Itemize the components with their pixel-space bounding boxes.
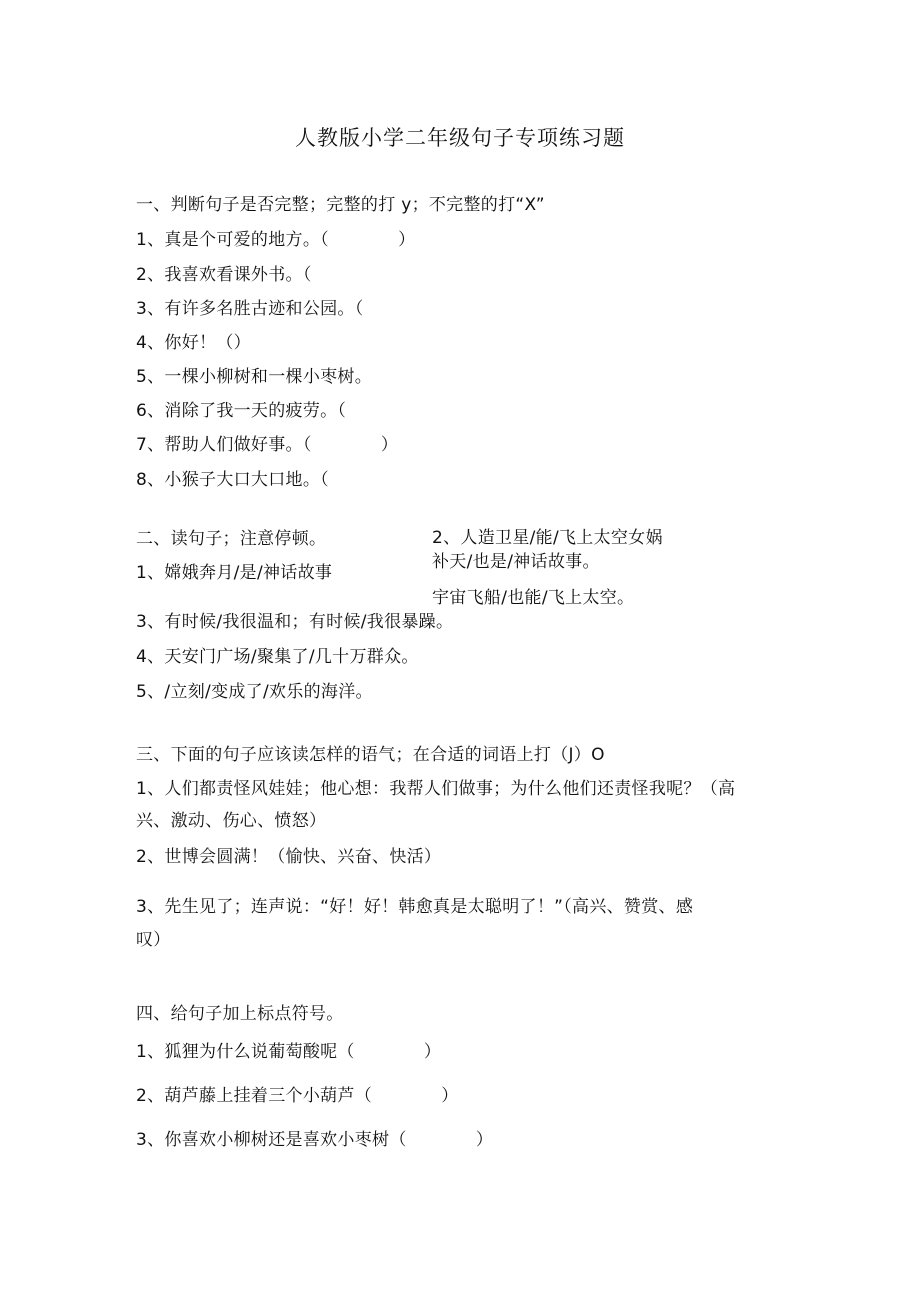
section4-item-1: 1、狐狸为什么说葡萄酸呢（ ）	[136, 1042, 442, 1062]
section3-item-2: 2、世博会圆满！（愉快、兴奋、快活）	[136, 847, 442, 867]
section2-item-1: 1、嫦娥奔月/是/神话故事	[136, 563, 333, 583]
section3-item-3-line1: 3、先生见了；连声说：“好！好！韩愈真是太聪明了！”（高兴、赞赏、感	[136, 897, 694, 917]
section1-item-5: 5、一棵小柳树和一棵小枣树。	[136, 367, 373, 387]
section1-item-6: 6、消除了我一天的疲劳。（	[136, 401, 347, 421]
section1-item-2: 2、我喜欢看课外书。（	[136, 265, 312, 285]
section2-item-5: 5、/立刻/变成了/欢乐的海洋。	[136, 682, 373, 702]
section1-item-7: 7、帮助人们做好事。（ ）	[136, 435, 399, 455]
section3-heading: 三、下面的句子应该读怎样的语气；在合适的词语上打（J）O	[136, 745, 605, 765]
section2-item-2-line2: 补天/也是/神话故事。	[432, 552, 600, 572]
section2-item-2-line1: 2、人造卫星/能/飞上太空女娲	[432, 528, 663, 548]
section4-item-3: 3、你喜欢小柳树还是喜欢小枣树（ ）	[136, 1130, 494, 1150]
section2-item-4: 4、天安门广场/聚集了/几十万群众。	[136, 647, 419, 667]
section3-item-1-line2: 兴、激动、伤心、愤怒）	[136, 811, 327, 831]
section4-item-2: 2、葫芦藤上挂着三个小葫芦（ ）	[136, 1086, 459, 1106]
section1-heading: 一、判断句子是否完整；完整的打 y；不完整的打“X”	[136, 195, 545, 215]
section2-heading: 二、读句子；注意停顿。	[136, 529, 327, 549]
section1-item-1: 1、真是个可爱的地方。（ ）	[136, 230, 416, 250]
section2-item-3: 3、有时候/我很温和；有时候/我很暴躁。	[136, 612, 454, 632]
section1-item-4: 4、你好！（）	[136, 333, 251, 353]
section3-item-3-line2: 叹）	[136, 930, 171, 950]
section1-item-8: 8、小猴子大口大口地。（	[136, 470, 329, 490]
section3-item-1-line1: 1、人们都责怪风娃娃；他心想：我帮人们做事；为什么他们还责怪我呢？（高	[136, 779, 736, 799]
section2-item-2-line3: 宇宙飞船/也能/飞上太空。	[432, 588, 635, 608]
section1-item-3: 3、有许多名胜古迹和公园。（	[136, 299, 364, 319]
page-title: 人教版小学二年级句子专项练习题	[295, 126, 625, 150]
section4-heading: 四、给句子加上标点符号。	[136, 1004, 344, 1024]
